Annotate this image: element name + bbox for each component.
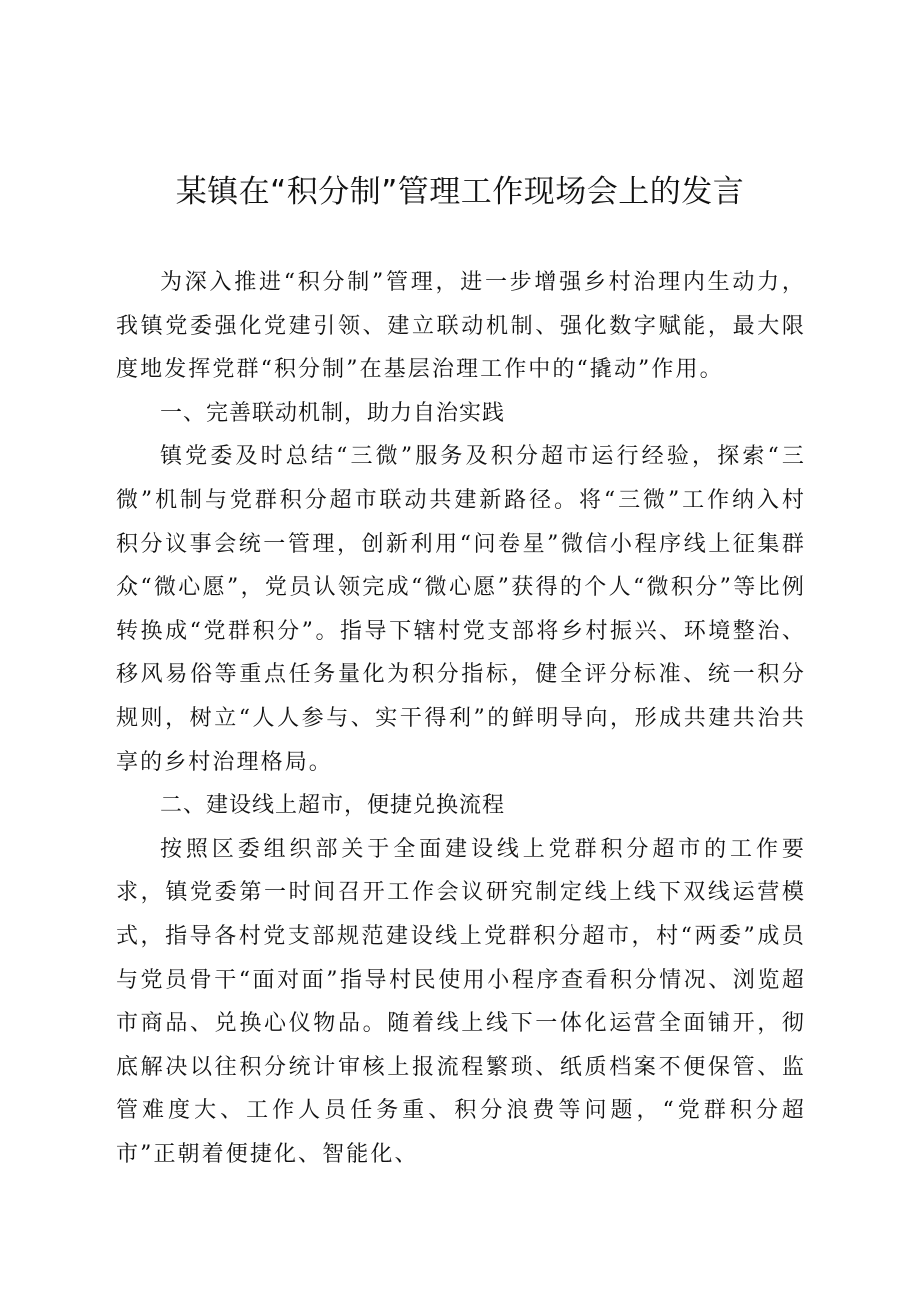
section-2-heading: 二、建设线上超市，便捷兑换流程 (160, 793, 506, 819)
section-1-heading: 一、完善联动机制，助力自治实践 (160, 400, 506, 426)
document-body (116, 261, 806, 1176)
document-title: 某镇在“积分制”管理工作现场会上的发言 (175, 174, 745, 210)
intro-paragraph: 为深入推进“积分制”管理，进一步增强乡村治理内生动力，我镇党委强化党建引领、建立联动机制、强化数字赋能，最大限度地发挥党群“积分制”在基层治理工作中的“撬动”作用。 (116, 270, 806, 383)
section-2-paragraph: 按照区委组织部关于全面建设线上党群积分超市的工作要求，镇党委第一时间召开工作会议研究制定线上线下双线运营模式，指导各村党支部规范建设线上党群积分超市，村“两委”成员与党员骨干“面对面”指导村民使用小程序查看积分情况、浏览超市商品、兑换心仪物品。随着线上线下一体化运营全面铺开，彻底解决以往积分统计审核上报流程繁琐、纸质档案不便保管、监管难度大、工作人员任务重、积分浪费等问题，“党群积分超市”正朝着便捷化、智能化、 (116, 836, 806, 1167)
section-1-paragraph: 镇党委及时总结“三微”服务及积分超市运行经验，探索“三微”机制与党群积分超市联动共建新路径。将“三微”工作纳入村积分议事会统一管理，创新利用“问卷星”微信小程序线上征集群众“微心愿”，党员认领完成“微心愿”获得的个人“微积分”等比例转换成“党群积分”。指导下辖村党支部将乡村振兴、环境整治、移风易俗等重点任务量化为积分指标，健全评分标准、统一积分规则，树立“人人参与、实干得利”的鲜明导向，形成共建共治共享的乡村治理格局。 (116, 444, 806, 775)
